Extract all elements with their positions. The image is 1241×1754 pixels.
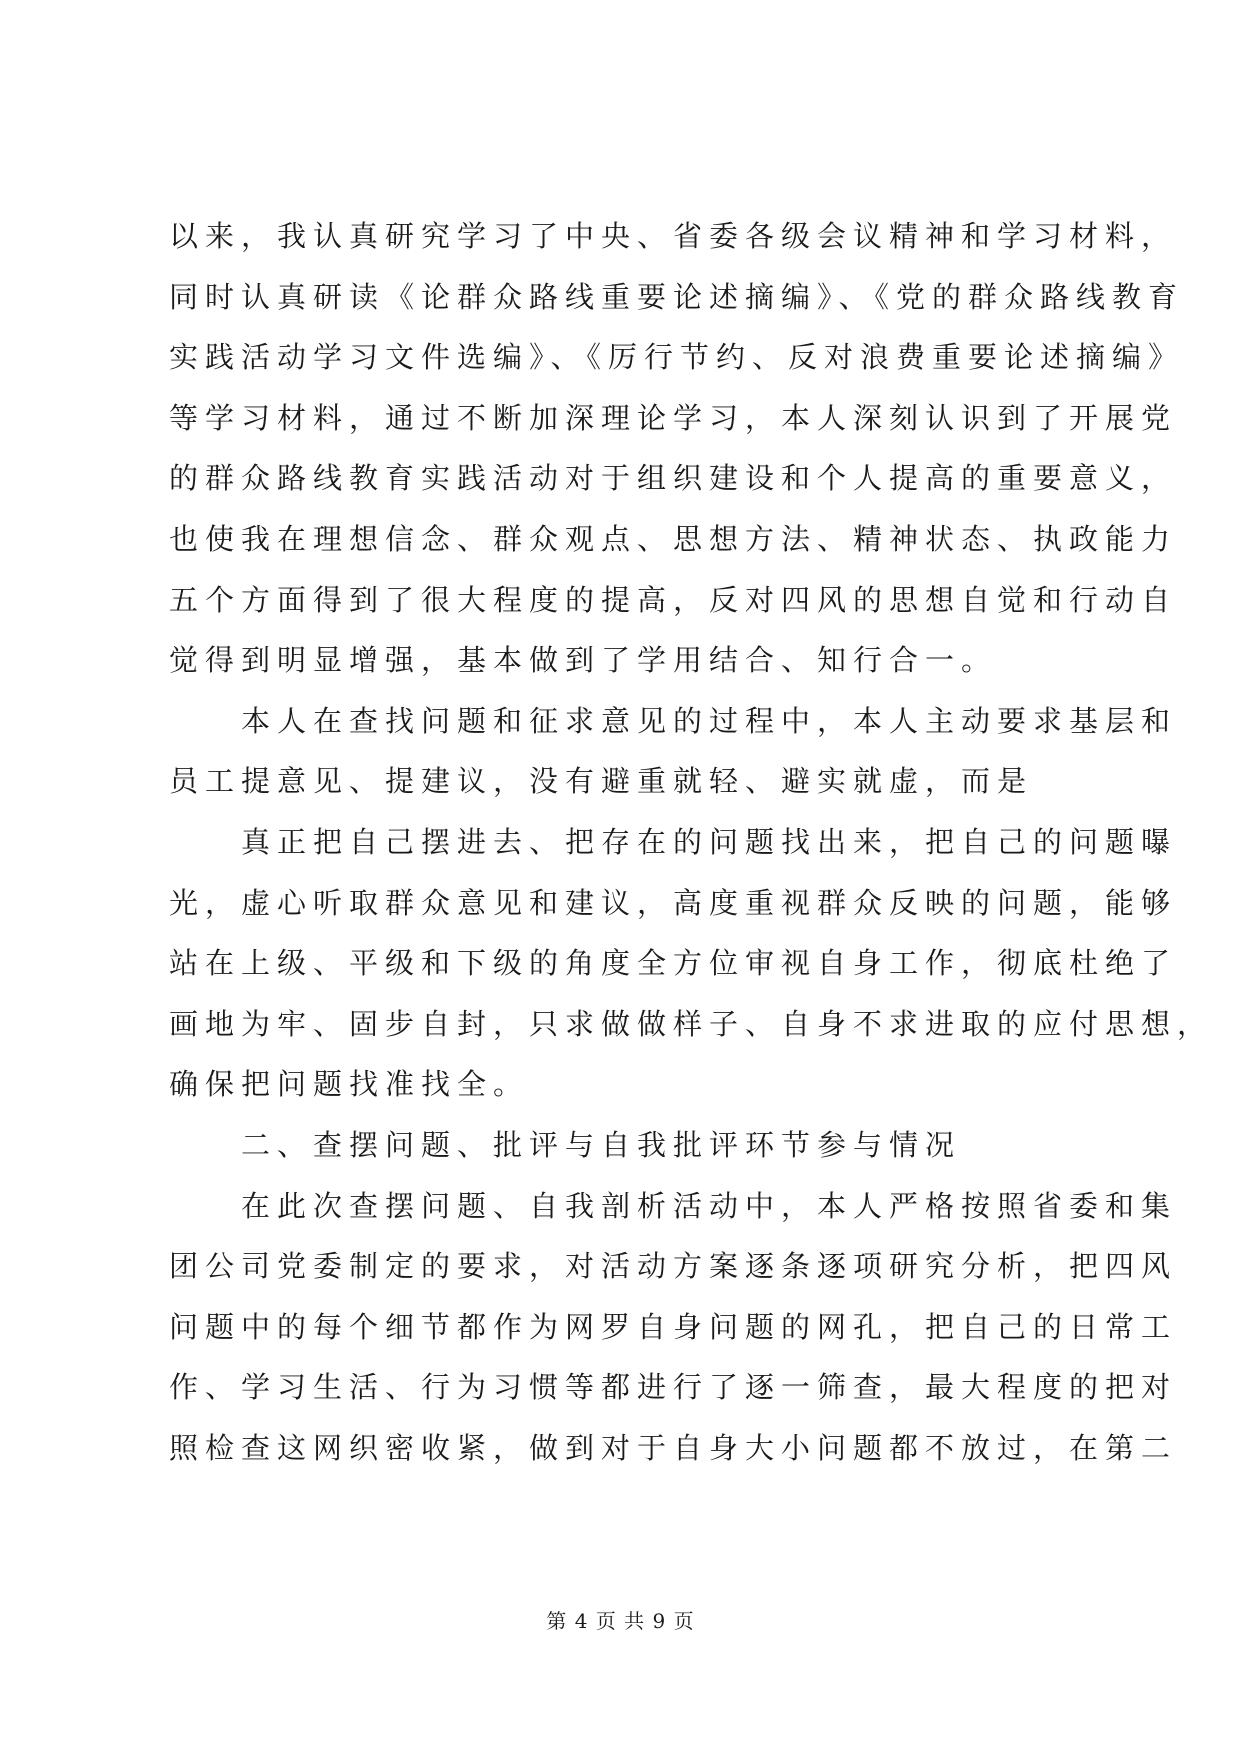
- text-line: 在此次查摆问题、自我剖析活动中，本人严格按照省委和集: [169, 1188, 1178, 1223]
- text-line: 等学习材料，通过不断加深理论学习，本人深刻认识到了开展党: [169, 400, 1178, 435]
- text-line: 五个方面得到了很大程度的提高，反对四风的思想自觉和行动自: [169, 582, 1178, 617]
- text-line: 员工提意见、提建议，没有避重就轻、避实就虚，而是: [169, 764, 1034, 799]
- text-line: 觉得到明显增强，基本做到了学用结合、知行合一。: [169, 643, 998, 678]
- text-line: 团公司党委制定的要求，对活动方案逐条逐项研究分析，把四风: [169, 1249, 1178, 1284]
- section-heading: 二、查摆问题、批评与自我批评环节参与情况: [169, 1127, 962, 1162]
- text-line: 光，虚心听取群众意见和建议，高度重视群众反映的问题，能够: [169, 885, 1178, 920]
- text-line: 也使我在理想信念、群众观点、思想方法、精神状态、执政能力: [169, 521, 1178, 556]
- text-line: 画地为牢、固步自封，只求做做样子、自身不求进取的应付思想，: [169, 1006, 1214, 1041]
- text-line: 照检查这网织密收紧，做到对于自身大小问题都不放过，在第二: [169, 1430, 1178, 1465]
- text-line: 问题中的每个细节都作为网罗自身问题的网孔，把自己的日常工: [169, 1309, 1178, 1344]
- text-line: 本人在查找问题和征求意见的过程中，本人主动要求基层和: [169, 703, 1178, 738]
- page-number-footer: 第 4 页 共 9 页: [546, 1609, 695, 1633]
- text-line: 确保把问题找准找全。: [169, 1067, 530, 1102]
- body-text: [169, 206, 1214, 1478]
- text-line: 作、学习生活、行为习惯等都进行了逐一筛查，最大程度的把对: [169, 1370, 1178, 1405]
- text-line: 同时认真研读《论群众路线重要论述摘编》、《党的群众路线教育: [169, 279, 1185, 314]
- text-line: 站在上级、平级和下级的角度全方位审视自身工作，彻底杜绝了: [169, 946, 1178, 981]
- text-line: 以来，我认真研究学习了中央、省委各级会议精神和学习材料，: [169, 219, 1178, 253]
- text-line: 实践活动学习文件选编》、《厉行节约、反对浪费重要论述摘编》: [169, 340, 1185, 375]
- text-line: 的群众路线教育实践活动对于组织建设和个人提高的重要意义，: [169, 461, 1178, 496]
- text-line: 真正把自己摆进去、把存在的问题找出来，把自己的问题曝: [169, 824, 1178, 859]
